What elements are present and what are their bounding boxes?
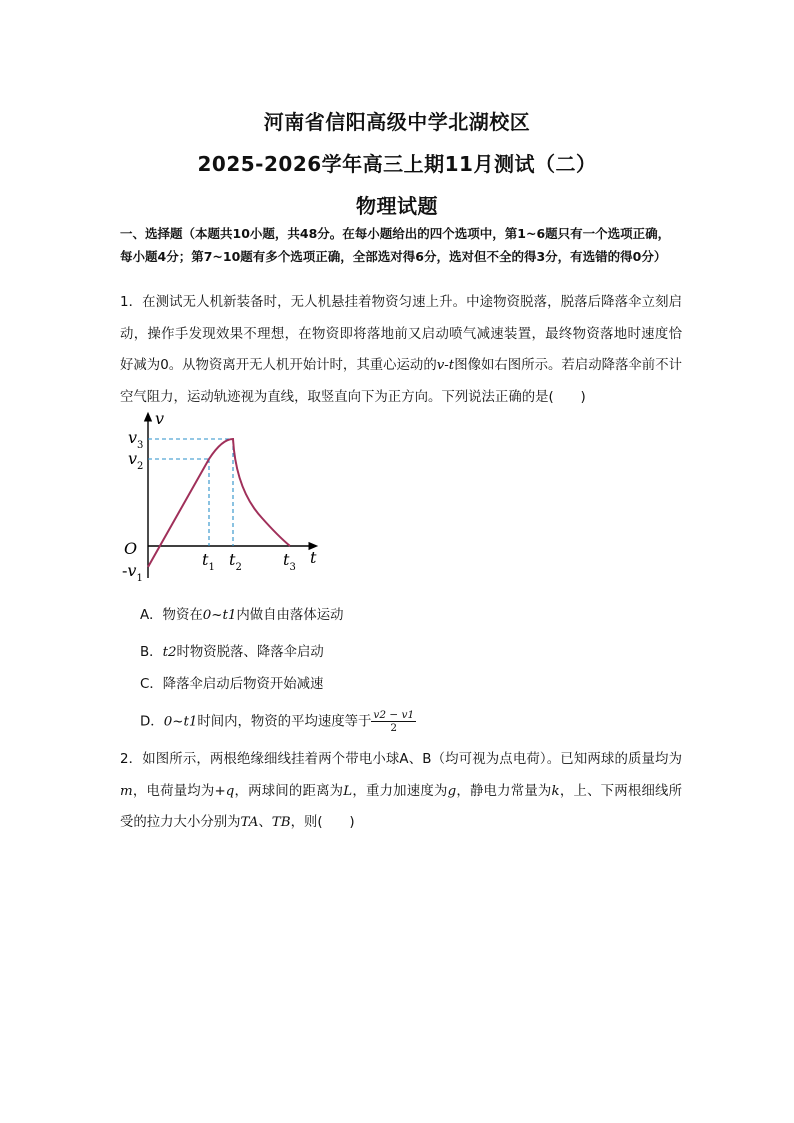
option-c[interactable]: C．降落伞启动后物资开始减速 bbox=[140, 677, 324, 692]
q2-text-3: ，两球间的距离为 bbox=[234, 783, 344, 799]
fraction-denominator: 2 bbox=[390, 722, 398, 734]
velocity-curve bbox=[148, 439, 290, 567]
subject-title: 物理试题 bbox=[356, 194, 438, 218]
q2-charge-symbol: q bbox=[225, 783, 235, 799]
school-title: 河南省信阳高级中学北湖校区 bbox=[263, 110, 531, 134]
exam-title: 2025-2026学年高三上期11月测试（二） bbox=[197, 152, 597, 176]
option-d[interactable] bbox=[140, 709, 416, 734]
q2-text-5: ，静电力常量为 bbox=[456, 783, 552, 799]
neg-v1-label: $-v_1$ bbox=[122, 561, 143, 584]
v3-label: $v_3$ bbox=[128, 428, 144, 451]
v-axis-label: v bbox=[155, 410, 165, 428]
q2-tension-a-symbol: TA bbox=[240, 815, 259, 830]
section-instructions: 一、选择题（本题共10小题，共48分。在每小题给出的四个选项中，第1~6题只有一个选项正确，每小题4分；第7~10题有多个选项正确，全部选对得6分，选对但不全的得3分，有选错的得0分） bbox=[120, 226, 671, 264]
t3-label: $t_3$ bbox=[283, 550, 296, 573]
origin-label: O bbox=[124, 539, 138, 558]
question-1-stem bbox=[120, 287, 682, 413]
option-b[interactable] bbox=[140, 643, 324, 663]
vt-graph bbox=[112, 410, 332, 588]
v2-label: $v_2$ bbox=[128, 449, 144, 472]
option-a-text: 内做自由落体运动 bbox=[236, 608, 344, 623]
option-d-text: 时间内，物资的平均速度等于 bbox=[197, 714, 372, 730]
q2-text-1: 2．如图所示，两根绝缘细线挂着两个带电小球A、B（均可视为点电荷）。已知两球的质量均为 bbox=[120, 752, 682, 767]
option-b-prefix: B． bbox=[140, 645, 163, 660]
t2-label: $t_2$ bbox=[229, 550, 242, 573]
option-d-prefix: D． bbox=[140, 714, 164, 730]
option-a-range: 0~t1 bbox=[202, 608, 237, 623]
vt-label: v-t bbox=[436, 358, 455, 373]
question-2-stem bbox=[120, 744, 682, 839]
q2-distance-symbol: L bbox=[343, 783, 353, 799]
q2-text-4: ，重力加速度为 bbox=[352, 783, 448, 799]
q2-text-2: ，电荷量均为+ bbox=[132, 783, 226, 799]
q2-separator: 、 bbox=[258, 815, 272, 830]
t1-label: $t_1$ bbox=[202, 550, 215, 573]
question-1-stem-part-a: 1．在测试无人机新装备时，无人机悬挂着物资匀速上升。中途物资脱落，脱落后降落伞立刻启动，操作手发现效果不理想，在物资即将落地前又启动喷气减速装置，最终物资落地时速度恰好减为0。从物资离开无人机开始计时，其重心运动的 bbox=[120, 295, 682, 373]
option-d-fraction bbox=[371, 709, 416, 734]
question-1-stem-part-b: 图像如右图所示。若启动降落伞前不计空气阻力，运动轨迹视为直线，取竖直向下为正方向。下列说法正确的是( ) bbox=[120, 358, 682, 405]
q2-text-6: ，上、下两根细线所受的拉力大小分别为 bbox=[120, 783, 683, 830]
fraction-numerator: v2 − v1 bbox=[373, 709, 415, 721]
option-a-prefix: A．物资在 bbox=[140, 608, 203, 623]
q2-text-7: ，则( ) bbox=[290, 815, 355, 830]
option-d-range: 0~t1 bbox=[163, 714, 198, 730]
option-b-text: 时物资脱落、降落伞启动 bbox=[176, 645, 324, 660]
option-a[interactable] bbox=[140, 606, 344, 626]
q2-tension-b-symbol: TB bbox=[271, 815, 291, 830]
t-axis-label: t bbox=[310, 548, 317, 567]
option-b-time: t2 bbox=[162, 645, 177, 660]
q2-constant-symbol: k bbox=[551, 783, 560, 799]
q2-gravity-symbol: g bbox=[447, 783, 457, 799]
q2-mass-symbol: m bbox=[120, 783, 133, 799]
